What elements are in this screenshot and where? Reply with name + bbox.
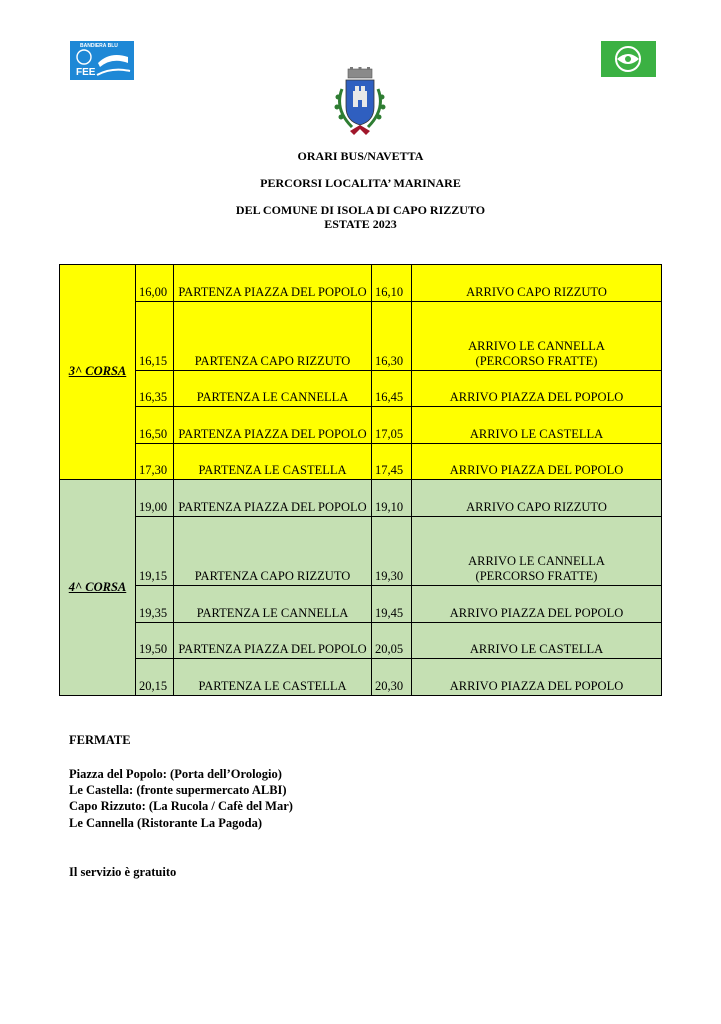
departure-time: 16,15 — [136, 301, 174, 370]
departure-time: 19,50 — [136, 622, 174, 659]
table-row — [60, 301, 662, 370]
arrival-stop: ARRIVO LE CASTELLA — [412, 407, 662, 444]
departure-time: 16,50 — [136, 407, 174, 444]
departure-stop: PARTENZA PIAZZA DEL POPOLO — [174, 407, 372, 444]
departure-time: 19,15 — [136, 517, 174, 586]
title-line-1: ORARI BUS/NAVETTA — [297, 149, 424, 163]
departure-time: 20,15 — [136, 659, 174, 696]
arrival-stop: ARRIVO PIAZZA DEL POPOLO — [412, 443, 662, 480]
arrival-stop: ARRIVO CAPO RIZZUTO — [412, 480, 662, 517]
arrival-stop: ARRIVO PIAZZA DEL POPOLO — [412, 370, 662, 407]
arrival-time: 17,05 — [372, 407, 412, 444]
bandiera-blu-logo — [70, 41, 134, 80]
departure-stop: PARTENZA PIAZZA DEL POPOLO — [174, 265, 372, 302]
arrival-stop: ARRIVO LE CANNELLA (PERCORSO FRATTE) — [412, 517, 662, 586]
arrival-stop: ARRIVO PIAZZA DEL POPOLO — [412, 586, 662, 623]
departure-stop: PARTENZA LE CANNELLA — [174, 370, 372, 407]
departure-stop: PARTENZA PIAZZA DEL POPOLO — [174, 622, 372, 659]
table-row — [60, 443, 662, 480]
arrival-stop: ARRIVO LE CANNELLA (PERCORSO FRATTE) — [412, 301, 662, 370]
departure-time: 19,35 — [136, 586, 174, 623]
green-ecology-logo — [601, 41, 656, 77]
logo-text-bottom: FEE — [76, 67, 96, 78]
logo-text-top: BANDIERA BLU — [80, 43, 118, 49]
corsa-label: 3^ CORSA — [60, 265, 136, 480]
fermata-item: Piazza del Popolo: (Porta dell’Orologio) — [69, 767, 282, 781]
table-row — [60, 586, 662, 623]
arrival-time: 20,30 — [372, 659, 412, 696]
fermata-item: Capo Rizzuto: (La Rucola / Cafè del Mar) — [69, 799, 293, 813]
arrival-stop: ARRIVO CAPO RIZZUTO — [412, 265, 662, 302]
fermata-item: Le Cannella (Ristorante La Pagoda) — [69, 816, 263, 830]
departure-stop: PARTENZA PIAZZA DEL POPOLO — [174, 480, 372, 517]
arrival-time: 17,45 — [372, 443, 412, 480]
municipal-crest-icon — [330, 67, 390, 141]
table-row — [60, 265, 662, 302]
arrival-stop: ARRIVO PIAZZA DEL POPOLO — [412, 659, 662, 696]
arrival-time: 19,45 — [372, 586, 412, 623]
schedule-table — [59, 264, 662, 696]
arrival-time: 20,05 — [372, 622, 412, 659]
corsa-label: 4^ CORSA — [60, 480, 136, 696]
ecology-emblem-icon — [601, 41, 656, 77]
arrival-time: 19,10 — [372, 480, 412, 517]
departure-stop: PARTENZA CAPO RIZZUTO — [174, 517, 372, 586]
title-line-4: ESTATE 2023 — [324, 217, 397, 231]
fermata-item: Le Castella: (fronte supermercato ALBI) — [69, 783, 287, 797]
table-row — [60, 622, 662, 659]
departure-stop: PARTENZA LE CASTELLA — [174, 659, 372, 696]
departure-time: 19,00 — [136, 480, 174, 517]
departure-time: 16,35 — [136, 370, 174, 407]
departure-stop: PARTENZA CAPO RIZZUTO — [174, 301, 372, 370]
departure-stop: PARTENZA LE CANNELLA — [174, 586, 372, 623]
departure-time: 16,00 — [136, 265, 174, 302]
departure-stop: PARTENZA LE CASTELLA — [174, 443, 372, 480]
arrival-time: 16,10 — [372, 265, 412, 302]
arrival-time: 16,30 — [372, 301, 412, 370]
arrival-time: 19,30 — [372, 517, 412, 586]
table-row — [60, 370, 662, 407]
arrival-stop: ARRIVO LE CASTELLA — [412, 622, 662, 659]
arrival-time: 16,45 — [372, 370, 412, 407]
table-row — [60, 407, 662, 444]
fermate-heading: FERMATE — [69, 733, 131, 747]
departure-time: 17,30 — [136, 443, 174, 480]
title-line-2: PERCORSI LOCALITA’ MARINARE — [260, 176, 461, 190]
table-row — [60, 480, 662, 517]
title-line-3: DEL COMUNE DI ISOLA DI CAPO RIZZUTO — [235, 203, 486, 217]
table-row — [60, 517, 662, 586]
table-row — [60, 659, 662, 696]
footer-note: Il servizio è gratuito — [69, 865, 177, 879]
